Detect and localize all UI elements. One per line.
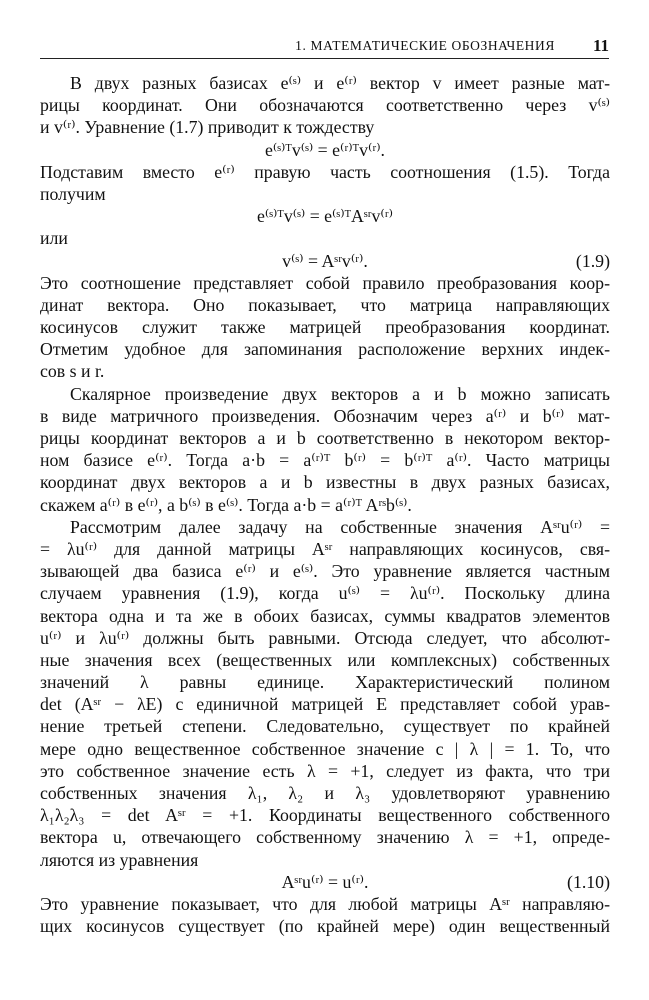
page-number: 11 [592,36,609,55]
formula-1-9 [40,250,610,272]
text-line: ном базисе e⁽ʳ⁾. Тогда a·b = a⁽ʳ⁾ᵀ b⁽ʳ⁾ = b⁽ʳ⁾ᵀ a⁽ʳ⁾. Часто матрицы [40,450,610,471]
formula [40,205,610,227]
running-header [40,36,609,59]
text-line: λ₁λ₂λ₃ = det Aˢʳ = +1. Координаты вещественного собственного [40,805,610,826]
text-line: щих косинусов существует (по крайней мере) один вещественный [40,916,610,937]
text-line: динат вектора. Оно показывает, что матрица направляющих [40,294,610,315]
text-line: значений λ равны единице. Характеристический полином [40,672,610,693]
equation-number: (1.9) [575,250,610,271]
text-line: зывающей два базиса e⁽ʳ⁾ и e⁽ˢ⁾. Это уравнение является частным [40,561,610,582]
formula-1-10 [40,871,610,893]
text-line: координат двух векторов a и b известны в двух разных базисах, [40,472,610,493]
text-line: Рассмотрим далее задачу на собственные значения Aˢʳu⁽ʳ⁾ = [70,516,610,537]
text-line: или [40,228,68,249]
text-line: В двух разных базисах e⁽ˢ⁾ и e⁽ʳ⁾ вектор v имеет разные мат- [70,73,610,93]
text-line: скажем a⁽ʳ⁾ в e⁽ʳ⁾, а b⁽ˢ⁾ в e⁽ˢ⁾. Тогда a·b = a⁽ʳ⁾ᵀ Aʳˢb⁽ˢ⁾. [40,494,412,515]
text-line: в виде матричного произведения. Обозначим через a⁽ʳ⁾ и b⁽ʳ⁾ мат- [40,405,610,426]
text-line: и v⁽ʳ⁾. Уравнение (1.7) приводит к тождеству [40,117,375,138]
text-line: Подставим вместо e⁽ʳ⁾ правую часть соотношения (1.5). Тогда [40,161,610,182]
text-line: = λu⁽ʳ⁾ для данной матрицы Aˢʳ направляющих косинусов, свя- [40,538,610,559]
text-line: это собственное значение есть λ = +1, следует из факта, что три [40,760,610,781]
text-line: ные значения всех (вещественных или комплексных) собственных [40,649,610,670]
text-line: получим [40,183,106,204]
text-line: Отметим удобное для запоминания расположение верхних индек- [40,339,610,360]
text-line: рицы координат. Они обозначаются соответственно через v⁽ˢ⁾ [40,95,610,116]
text-line: Это соотношение представляет собой правило преобразования коор- [40,272,610,293]
text-line: собственных значения λ₁, λ₂ и λ₃ удовлетворяют уравнению [40,783,610,803]
text-line: вектора u, отвечающего собственному значению λ = +1, опреде- [40,827,610,848]
text-line: сов s и r. [40,361,105,382]
text-line: косинусов служит также матрицей преобразования координат. [40,317,610,338]
text-line: вектора одна и та же в обоих базисах, суммы квадратов элементов [40,605,610,626]
equation-number: (1.10) [567,871,610,892]
text-line: случаем уравнения (1.9), когда u⁽ˢ⁾ = λu⁽ʳ⁾. Поскольку длина [40,583,610,604]
section-title: 1. МАТЕМАТИЧЕСКИЕ ОБОЗНАЧЕНИЯ [295,38,555,53]
text-line: мере одно вещественное собственное значение с | λ | = 1. То, что [40,738,610,759]
formula-text: e⁽ˢ⁾ᵀv⁽ˢ⁾ = e⁽ˢ⁾ᵀAˢʳv⁽ʳ⁾ [257,206,393,227]
text-line: Это уравнение показывает, что для любой матрицы Aˢʳ направляю- [40,893,610,914]
text-line: u⁽ʳ⁾ и λu⁽ʳ⁾ должны быть равными. Отсюда следует, что абсолют- [40,627,610,648]
formula-text: e⁽ˢ⁾ᵀv⁽ˢ⁾ = e⁽ʳ⁾ᵀv⁽ʳ⁾. [264,139,386,160]
page-body [40,72,610,937]
formula-text: v⁽ˢ⁾ = Aˢʳv⁽ʳ⁾. [282,250,368,271]
text-line: det (Aˢʳ − λE) с единичной матрицей E представляет собой урав- [40,694,610,715]
formula-text: Aˢʳu⁽ʳ⁾ = u⁽ʳ⁾. [281,871,369,892]
formula [40,139,610,161]
text-line: рицы координат векторов a и b соответственно в некотором вектор- [40,428,610,448]
text-line: нение третьей степени. Следовательно, существует по крайней [40,716,610,737]
text-line: ляются из уравнения [40,849,199,870]
text-line: Скалярное произведение двух векторов a и b можно записать [70,383,610,404]
